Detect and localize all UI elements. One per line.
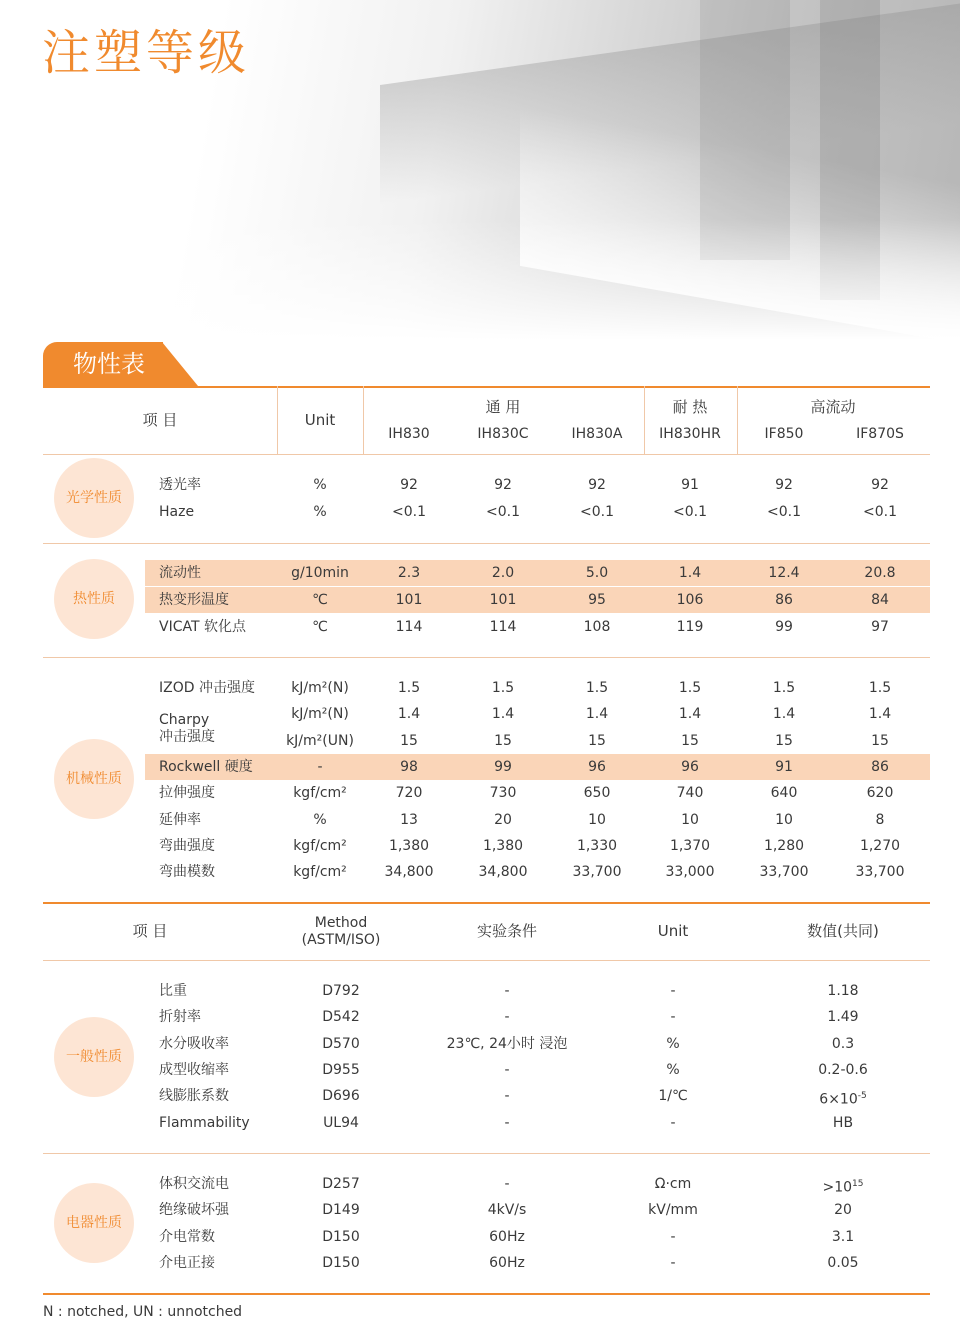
column-divider [644,386,645,454]
divider-line [43,657,930,658]
property-value: 8 [875,812,885,828]
property-name: 透光率 [159,477,201,493]
property-name: 介电正接 [159,1255,215,1271]
property-unit: g/10min [291,565,349,581]
property-value: 92 [871,477,889,493]
property-value: 34,800 [478,864,528,880]
property-value: <0.1 [392,504,426,520]
footnote: N : notched, UN : unnotched [43,1304,243,1320]
divider-line [43,454,930,455]
property-value: 1.4 [678,706,702,722]
test-method: D955 [322,1062,360,1078]
test-method: D150 [322,1255,360,1271]
grade-header: IH830C [477,426,529,442]
grade-header: IF870S [856,426,904,442]
property-unit: - [670,1229,676,1245]
group-header: 通 用 [485,398,521,416]
property-value: 1.4 [397,706,421,722]
property-name: Flammability [159,1115,250,1131]
test-condition: 60Hz [489,1229,525,1245]
property-name: 流动性 [159,565,201,581]
test-condition: - [504,1115,510,1131]
property-value: 740 [676,785,704,801]
property-value: 92 [775,477,793,493]
property-value: 98 [400,759,418,775]
property-unit: % [313,477,327,493]
property-value: $6\times 10^{-5}$ [819,1091,867,1108]
property-unit: - [670,1115,676,1131]
test-method: D257 [322,1176,360,1192]
property-value: 33,700 [572,864,622,880]
property-name: 成型收缩率 [159,1062,229,1078]
property-unit: - [670,983,676,999]
group-header: 耐 热 [672,398,708,416]
property-value: 96 [681,759,699,775]
section-badge: 电器性质 [54,1183,134,1263]
test-method: UL94 [323,1115,359,1131]
grade-header: IH830A [571,426,623,442]
test-condition: 60Hz [489,1255,525,1271]
property-unit: kgf/cm² [293,785,347,801]
property-unit: kJ/m²(N) [291,706,349,722]
method-header: Method [314,915,368,931]
property-value: $>10^{15}$ [822,1179,864,1196]
grade-header: IF850 [764,426,804,442]
property-value: 33,000 [665,864,715,880]
divider-line [43,960,930,961]
property-value: 0.2-0.6 [818,1062,868,1078]
property-name: 体积交流电 [159,1176,229,1192]
property-unit: kgf/cm² [293,864,347,880]
test-method: D696 [322,1088,360,1104]
test-method: D150 [322,1229,360,1245]
property-value: 640 [770,785,798,801]
property-value: <0.1 [580,504,614,520]
property-value: <0.1 [863,504,897,520]
section-badge: 机械性质 [54,739,134,819]
page-title: 注塑等级 [42,25,251,81]
property-name: VICAT 软化点 [159,619,246,635]
property-value: 101 [395,592,423,608]
property-value: 99 [494,759,512,775]
section-tab: 物性表 [43,342,163,386]
property-value: 5.0 [585,565,609,581]
property-unit: - [670,1255,676,1271]
test-condition: - [504,1088,510,1104]
divider-line [43,386,930,388]
property-unit: kJ/m²(UN) [286,733,354,749]
property-name: 弯曲模数 [159,864,215,880]
property-unit: Ω·cm [654,1176,692,1192]
property-name: 介电常数 [159,1229,215,1245]
property-name: 比重 [159,983,187,999]
property-value: 0.05 [827,1255,859,1271]
property-unit: ℃ [312,592,328,608]
divider-line [43,1153,930,1154]
highlight-row-band [145,754,930,780]
divider-line [43,1293,930,1295]
property-value: 92 [494,477,512,493]
property-value: 91 [775,759,793,775]
item-header: 项 目 [142,411,178,429]
property-unit: % [313,812,327,828]
property-value: 1,280 [763,838,805,854]
property-value: 96 [588,759,606,775]
property-value: 720 [395,785,423,801]
property-value: 1.49 [827,1009,859,1025]
property-name: 拉伸强度 [159,785,215,801]
property-value: 1.4 [772,706,796,722]
property-unit: ℃ [312,619,328,635]
property-value: 108 [583,619,611,635]
property-unit: 1/℃ [658,1088,688,1104]
property-value: 95 [588,592,606,608]
property-value: 101 [489,592,517,608]
section-badge: 一般性质 [54,1017,134,1097]
unit-header: Unit [304,411,336,429]
property-name: 绝缘破坏强 [159,1202,229,1218]
grade-header: IH830HR [659,426,721,442]
property-value: 1.4 [678,565,702,581]
test-method: D149 [322,1202,360,1218]
test-condition: - [504,983,510,999]
group-header: 高流动 [810,398,856,416]
property-value: 15 [588,733,606,749]
property-unit: kV/mm [648,1202,698,1218]
item-header-2: 项 目 [132,922,168,940]
property-unit: % [666,1062,680,1078]
test-condition: 4kV/s [487,1202,527,1218]
property-unit: % [313,504,327,520]
property-value: 86 [871,759,889,775]
value-exponent: 15 [852,1179,864,1189]
column-divider [737,386,738,454]
property-value: 114 [489,619,517,635]
property-value: 650 [583,785,611,801]
property-value: 1.4 [868,706,892,722]
property-value: 20 [834,1202,852,1218]
property-value: 620 [866,785,894,801]
section-badge: 光学性质 [54,458,134,538]
property-value: <0.1 [767,504,801,520]
value-exponent: -5 [857,1091,867,1101]
highlight-row-band [145,587,930,613]
property-name: Haze [159,504,195,520]
property-value: 1.5 [585,680,609,696]
test-condition: - [504,1009,510,1025]
property-value: 1.4 [491,706,515,722]
property-name: 延伸率 [159,812,201,828]
property-unit: kJ/m²(N) [291,680,349,696]
property-value: 92 [588,477,606,493]
test-condition: - [504,1062,510,1078]
property-value: 1,380 [482,838,524,854]
property-name: Rockwell 硬度 [159,759,253,775]
property-value: <0.1 [673,504,707,520]
charpy-label: 冲击强度 [159,729,215,745]
property-value: 106 [676,592,704,608]
property-value: 86 [775,592,793,608]
test-condition: - [504,1176,510,1192]
property-value: 1.5 [678,680,702,696]
property-value: 13 [400,812,418,828]
property-value: 92 [400,477,418,493]
grade-header: IH830 [388,426,430,442]
property-value: 1,270 [859,838,901,854]
property-value: 1,330 [576,838,618,854]
property-value: 1.5 [397,680,421,696]
property-value: 10 [588,812,606,828]
section-badge: 热性质 [54,559,134,639]
column-divider [277,386,278,454]
test-condition: 23℃, 24小时 浸泡 [446,1036,568,1052]
value-header: 数值(共同) [807,922,879,940]
property-value: 97 [871,619,889,635]
section-tab-tail [162,342,198,386]
property-value: HB [832,1115,854,1131]
test-method: D542 [322,1009,360,1025]
property-value: 1,370 [669,838,711,854]
property-value: <0.1 [486,504,520,520]
property-value: 1.5 [772,680,796,696]
property-unit: - [670,1009,676,1025]
property-value: 1.18 [827,983,859,999]
column-divider [363,386,364,454]
property-value: 15 [775,733,793,749]
property-value: 12.4 [768,565,800,581]
property-name: IZOD 冲击强度 [159,680,255,696]
property-value: 3.1 [831,1229,855,1245]
property-value: 2.0 [491,565,515,581]
property-value: 0.3 [831,1036,855,1052]
charpy-label: Charpy [159,712,210,728]
property-unit: % [666,1036,680,1052]
divider-line [43,543,930,544]
highlight-row-band [145,560,930,586]
property-value: 84 [871,592,889,608]
property-value: 2.3 [397,565,421,581]
property-name: 线膨胀系数 [159,1088,229,1104]
property-value: 99 [775,619,793,635]
property-unit: kgf/cm² [293,838,347,854]
method-header: (ASTM/ISO) [301,932,381,948]
property-value: 20.8 [864,565,896,581]
property-value: 1,380 [388,838,430,854]
property-value: 114 [395,619,423,635]
condition-header: 实验条件 [476,922,538,940]
test-method: D792 [322,983,360,999]
property-value: 730 [489,785,517,801]
property-unit: - [317,759,323,775]
property-name: 弯曲强度 [159,838,215,854]
property-value: 34,800 [384,864,434,880]
property-value: 15 [681,733,699,749]
property-value: 15 [400,733,418,749]
unit-header-2: Unit [657,922,689,940]
property-value: 20 [494,812,512,828]
property-value: 1.4 [585,706,609,722]
property-value: 10 [681,812,699,828]
property-value: 33,700 [759,864,809,880]
divider-line [43,902,930,904]
property-value: 91 [681,477,699,493]
test-method: D570 [322,1036,360,1052]
property-name: 水分吸收率 [159,1036,229,1052]
property-value: 15 [871,733,889,749]
property-value: 1.5 [491,680,515,696]
property-value: 10 [775,812,793,828]
property-value: 119 [676,619,704,635]
property-value: 1.5 [868,680,892,696]
property-name: 折射率 [159,1009,201,1025]
property-value: 15 [494,733,512,749]
property-value: 33,700 [855,864,905,880]
property-name: 热变形温度 [159,592,229,608]
